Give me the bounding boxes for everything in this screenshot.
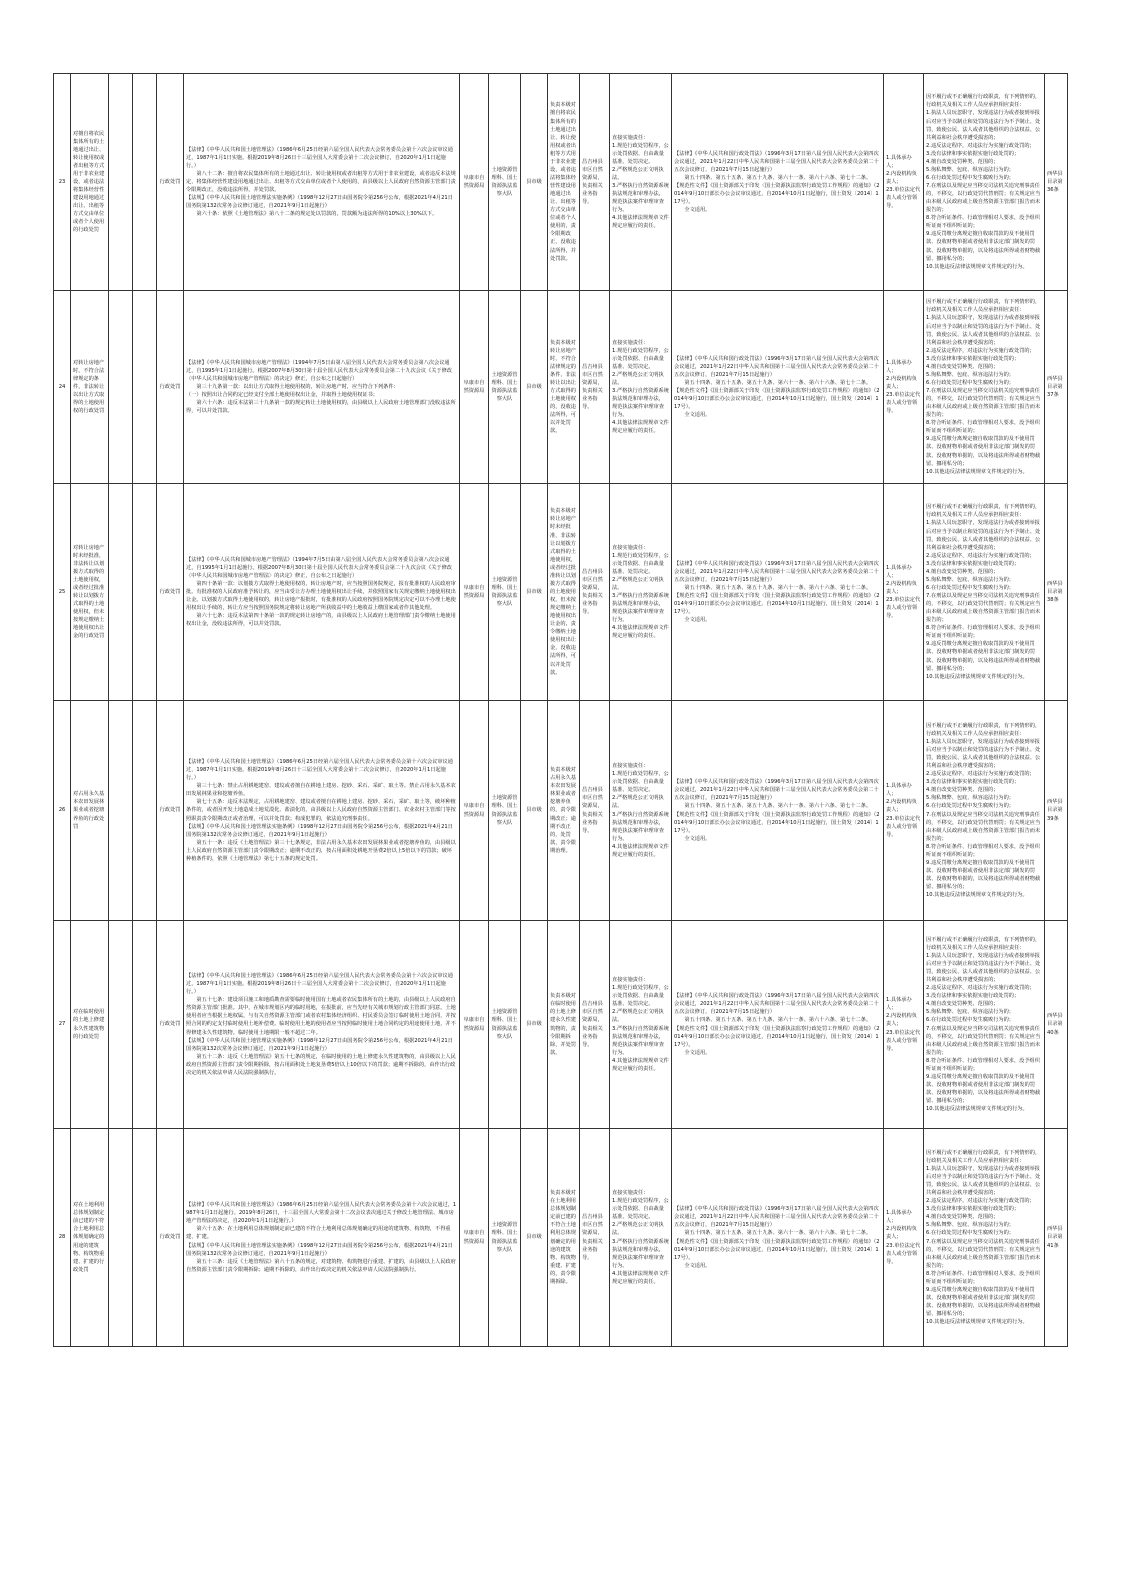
undertaking-unit: 土地资源管理科、国土资源执法监察大队	[489, 921, 521, 1129]
duty-description: 负责本级对在临时使用的土地上修建永久性建筑物的，责令限期拆除，并处罚款。	[548, 921, 580, 1129]
liability-cases: 因不履行或不正确履行行政职责，有下列情形的，行政机关及相关工作人员应承担相应责任： 1.执法人员玩忽职守，发现违法行为或者接到举报后对应当予以制止和处罚的违法行为不予制止、处罚，致使公民、法人或者其他组织的合法权益、公共利益和社会秩序遭受损害的； 2.违反法定程序，对违法行为实施行政处罚的； 3.没有法律和事实依据实施行政处罚的； 4.擅自改变处罚种类、范围的； 5.徇私舞弊、包庇、纵容违法行为的； 6.在行政处罚过程中发生腐败行为的； 7.在刑法以及规定应当移交司法机关追究刑事责任的，不移交，以行政处罚代替刑罚；有关规定应当由本级人民政府或上级自然资源主管部门报告而未报告的； 8.符合听证条件、行政管理相对人要求，没予组织听证而不组织听证的； 9.违反罚缴分离规定擅自收取罚款的及不使用罚款、没收财物单据或者使用非法定部门制发的罚款、没收财物单据的，以及将违法所得或者财物截留、挪用私分的； 10.其他违反法律法规规章文件规定的行为。	[924, 291, 1045, 484]
catalog-note: 西华县目录第40条	[1045, 921, 1068, 1129]
reference-basis: 【法律】《中华人民共和国行政处罚法》（1996年3月17日第八届全国人民代表大会第四次会议通过，2021年1月22日中华人民共和国第十三届全国人民代表大会常务委员会第二十五次会议修订，自2021年7月15日起施行） 第五十四条、第五十五条、第五十九条、第六十一条、第六十六条、第七十二条。 【规范性文件】《国土资源部关于印发〈国土资源执法监察行政处罚工作规程〉的通知》（2014年9月10日部长办公会议审议通过，自2014年10月1日起施行，国土资发〔2014〕117号）。 全文适用。	[672, 921, 884, 1129]
item-name: 对在土地利用总体规划制定前已建的不符合土地利用总体规划确定的用途的建筑物、构筑物重建、扩建的行政处罚	[71, 1129, 109, 1347]
duty-description: 负责本级对占用永久基本农田发展林果业或者挖塘养鱼的，责令限期改正；逾期不改正的，处罚款，责令限期治理。	[548, 701, 580, 921]
department: 阜康市自然资源局	[460, 74, 489, 291]
item-name: 对擅自将农民集体所有的土地通过出让、转让使用权或者出租等方式用于非农业建设，或者违法将集体经营性建设用地通过出让、出租等方式交由单位或者个人使用的行政处罚	[71, 74, 109, 291]
responsible-persons: 1.具体承办人； 2.内设机构负责人； 23.单位法定代表人或分管领导。	[884, 291, 924, 484]
implementation-duty: 直接实施责任： 1.规范行政处罚程序，公示处罚依据、自由裁量基准、处罚决定。 2.严格规范公正文明执法。 3.严格执行自然资源系统执法规范和审理办法，规范执法案件审理审查行为。 4.其他法律法规规章文件规定应履行的责任。	[610, 701, 672, 921]
power-type: 行政处罚	[157, 291, 184, 484]
exercise-level: 县市级	[521, 701, 548, 921]
power-type: 行政处罚	[157, 701, 184, 921]
legal-basis: 【法律】《中华人民共和国土地管理法》（1986年6月25日经第六届全国人民代表大会常务委员会第十六次会议审议通过，1987年1月1日实施。根据2019年8月26日十三届全国人大常委会第十二次会议修订，自2020年1月1日起施行。） 第五十七条：建设项目施工和地质勘查需要临时使用国有土地或者农民集体所有的土地的，由县级以上人民政府自然资源主管部门批准。其中，在城市规划区内的临时用地，在报批前，应当先经有关城市规划行政主管部门同意。土地使用者应当根据土地权属，与有关自然资源主管部门或者农村集体经济组织、村民委员会签订临时使用土地合同，并按照合同的约定支付临时使用土地补偿费。临时使用土地的使用者应当按照临时使用土地合同约定的用途使用土地，并不得修建永久性建筑物。临时使用土地期限一般不超过二年。 【法规】《中华人民共和国土地管理法实施条例》（1998年12月27日由国务院令第256号公布，根据2021年4月21日国务院第132次常务会议修订通过，自2021年9月1日起施行） 第五十二条：违反《土地管理法》第五十七条的规定，在临时使用的土地上修建永久性建筑物的，由县级以上人民政府自然资源主管部门责令限期拆除，按占用面积处土地复垦费5倍以上10倍以下的罚款；逾期不拆除的，由作出行政决定的机关依法申请人民法院强制执行。	[184, 921, 460, 1129]
exercise-level: 县市级	[521, 74, 548, 291]
table-row	[54, 1129, 1068, 1347]
responsible-persons: 1.具体承办人； 2.内设机构负责人； 23.单位法定代表人或分管领导。	[884, 701, 924, 921]
table-row	[54, 921, 1068, 1129]
responsible-persons: 1.具体承办人； 2.内设机构负责人； 23.单位法定代表人或分管领导。	[884, 74, 924, 291]
coordination: 昌吉州县市区自然资源局，负责相关业务指导。	[580, 701, 610, 921]
implementation-duty: 直接实施责任： 1.规范行政处罚程序，公示处罚依据、自由裁量基准、处罚决定。 2.严格规范公正文明执法。 3.严格执行自然资源系统执法规范和审理办法，规范执法案件审理审查行为。 4.其他法律法规规章文件规定应履行的责任。	[610, 484, 672, 701]
row-number: 28	[54, 1129, 71, 1347]
legal-basis: 【法律】《中华人民共和国土地管理法》（1986年6月25日经第六届全国人民代表大会常务委员会第十六次会议审议通过，1987年1月1日实施。根据2019年8月26日十三届全国人大常委会第十二次会议修订，自2020年1月1日起施行。） 第八十二条：擅自将农民集体所有的土地通过出让、转让使用权或者出租等方式用于非农业建设，或者违反本法规定，将集体经营性建设用地通过出让、出租等方式交由单位或者个人使用的，由县级以上人民政府自然资源主管部门责令限期改正，没收违法所得，并处罚款。 【法规】《中华人民共和国土地管理法实施条例》（1998年12月27日由国务院令第256号公布，根据2021年4月21日国务院第132次常务会议修订通过，自2021年9月1日起施行） 第六十条：依照《土地管理法》第八十二条的规定处以罚款的，罚款额为违法所得的10%以上30%以下。	[184, 74, 460, 291]
catalog-note: 西华县目录第38条	[1045, 484, 1068, 701]
power-type: 行政处罚	[157, 74, 184, 291]
undertaking-unit: 土地资源管理科、国土资源执法监察大队	[489, 291, 521, 484]
blank-cell	[133, 701, 157, 921]
catalog-note: 西华县目录第37条	[1045, 291, 1068, 484]
table-row	[54, 701, 1068, 921]
department: 阜康市自然资源局	[460, 484, 489, 701]
undertaking-unit: 土地资源管理科、国土资源执法监察大队	[489, 484, 521, 701]
blank-cell	[109, 74, 133, 291]
reference-basis: 【法律】《中华人民共和国行政处罚法》（1996年3月17日第八届全国人民代表大会第四次会议通过，2021年1月22日中华人民共和国第十三届全国人民代表大会常务委员会第二十五次会议修订，自2021年7月15日起施行） 第五十四条、第五十五条、第五十九条、第六十一条、第六十六条、第七十二条。 【规范性文件】《国土资源部关于印发〈国土资源执法监察行政处罚工作规程〉的通知》（2014年9月10日部长办公会议审议通过，自2014年10月1日起施行，国土资发〔2014〕117号）。 全文适用。	[672, 1129, 884, 1347]
power-type: 行政处罚	[157, 921, 184, 1129]
exercise-level: 县市级	[521, 291, 548, 484]
implementation-duty: 直接实施责任： 1.规范行政处罚程序，公示处罚依据、自由裁量基准、处罚决定。 2.严格规范公正文明执法。 3.严格执行自然资源系统执法规范和审理办法，规范执法案件审理审查行为。 4.其他法律法规规章文件规定应履行的责任。	[610, 1129, 672, 1347]
undertaking-unit: 土地资源管理科、国土资源执法监察大队	[489, 701, 521, 921]
row-number: 26	[54, 701, 71, 921]
implementation-duty: 直接实施责任： 1.规范行政处罚程序，公示处罚依据、自由裁量基准、处罚决定。 2.严格规范公正文明执法。 3.严格执行自然资源系统执法规范和审理办法，规范执法案件审理审查行为。 4.其他法律法规规章文件规定应履行的责任。	[610, 291, 672, 484]
legal-basis: 【法律】《中华人民共和国城市房地产管理法》（1994年7月5日由第八届全国人民代表大会常务委员会第八次会议通过，自1995年1月1日起施行。根据2007年8月30日第十届全国人民代表大会常务委员会第二十九次会议《关于修改〈中华人民共和国城市房地产管理法〉的决定》修正，自公布之日起施行） 第三十九条第一款：以出让方式取得土地使用权的，转让房地产时，应当符合下列条件： （一）按照出让合同约定已经支付全部土地使用权出让金，并取得土地使用权证书； 第六十六条：违反本法第三十九条第一款的规定转让土地使用权的，由县级以上人民政府土地管理部门没收违法所得，可以并处罚款。	[184, 291, 460, 484]
blank-cell	[109, 921, 133, 1129]
power-type: 行政处罚	[157, 1129, 184, 1347]
liability-cases: 因不履行或不正确履行行政职责，有下列情形的，行政机关及相关工作人员应承担相应责任： 1.执法人员玩忽职守，发现违法行为或者接到举报后对应当予以制止和处罚的违法行为不予制止、处罚，致使公民、法人或者其他组织的合法权益、公共利益和社会秩序遭受损害的； 2.违反法定程序，对违法行为实施行政处罚的； 3.没有法律和事实依据实施行政处罚的； 4.擅自改变处罚种类、范围的； 5.徇私舞弊、包庇、纵容违法行为的； 6.在行政处罚过程中发生腐败行为的； 7.在刑法以及规定应当移交司法机关追究刑事责任的，不移交，以行政处罚代替刑罚；有关规定应当由本级人民政府或上级自然资源主管部门报告而未报告的； 8.符合听证条件、行政管理相对人要求，没予组织听证而不组织听证的； 9.违反罚缴分离规定擅自收取罚款的及不使用罚款、没收财物单据或者使用非法定部门制发的罚款、没收财物单据的，以及将违法所得或者财物截留、挪用私分的； 10.其他违反法律法规规章文件规定的行为。	[924, 921, 1045, 1129]
coordination: 昌吉州县市区自然资源局，负责相关业务指导。	[580, 921, 610, 1129]
liability-cases: 因不履行或不正确履行行政职责，有下列情形的，行政机关及相关工作人员应承担相应责任： 1.执法人员玩忽职守，发现违法行为或者接到举报后对应当予以制止和处罚的违法行为不予制止、处罚，致使公民、法人或者其他组织的合法权益、公共利益和社会秩序遭受损害的； 2.违反法定程序，对违法行为实施行政处罚的； 3.没有法律和事实依据实施行政处罚的； 4.擅自改变处罚种类、范围的； 5.徇私舞弊、包庇、纵容违法行为的； 6.在行政处罚过程中发生腐败行为的； 7.在刑法以及规定应当移交司法机关追究刑事责任的，不移交，以行政处罚代替刑罚；有关规定应当由本级人民政府或上级自然资源主管部门报告而未报告的； 8.符合听证条件、行政管理相对人要求，没予组织听证而不组织听证的； 9.违反罚缴分离规定擅自收取罚款的及不使用罚款、没收财物单据或者使用非法定部门制发的罚款、没收财物单据的，以及将违法所得或者财物截留、挪用私分的； 10.其他违反法律法规规章文件规定的行为。	[924, 1129, 1045, 1347]
row-number: 23	[54, 74, 71, 291]
reference-basis: 【法律】《中华人民共和国行政处罚法》（1996年3月17日第八届全国人民代表大会第四次会议通过，2021年1月22日中华人民共和国第十三届全国人民代表大会常务委员会第二十五次会议修订，自2021年7月15日起施行） 第五十四条、第五十五条、第五十九条、第六十一条、第六十六条、第七十二条。 【规范性文件】《国土资源部关于印发〈国土资源执法监察行政处罚工作规程〉的通知》（2014年9月10日部长办公会议审议通过，自2014年10月1日起施行，国土资发〔2014〕117号）。 全文适用。	[672, 74, 884, 291]
table-row	[54, 484, 1068, 701]
exercise-level: 县市级	[521, 484, 548, 701]
table-row	[54, 291, 1068, 484]
coordination: 昌吉州县市区自然资源局，负责相关业务指导。	[580, 1129, 610, 1347]
blank-cell	[133, 1129, 157, 1347]
blank-cell	[109, 484, 133, 701]
department: 阜康市自然资源局	[460, 701, 489, 921]
reference-basis: 【法律】《中华人民共和国行政处罚法》（1996年3月17日第八届全国人民代表大会第四次会议通过，2021年1月22日中华人民共和国第十三届全国人民代表大会常务委员会第二十五次会议修订，自2021年7月15日起施行） 第五十四条、第五十五条、第五十九条、第六十一条、第六十六条、第七十二条。 【规范性文件】《国土资源部关于印发〈国土资源执法监察行政处罚工作规程〉的通知》（2014年9月10日部长办公会议审议通过，自2014年10月1日起施行，国土资发〔2014〕117号）。 全文适用。	[672, 484, 884, 701]
item-name: 对转让房地产时，不符合法律规定的条件，非法转让以出让方式取得的土地使用权的行政处罚	[71, 291, 109, 484]
duty-description: 负责本级对转让房地产时未经批准，非法转让以划拨方式取得的土地使用权，或者经过批准转让以划拨方式取得的土地使用权，但未按规定缴纳土地使用权出让金的，责令缴纳土地使用权出让金，没收违法所得，可以并处罚款。	[548, 484, 580, 701]
responsibility-table	[53, 73, 1068, 1347]
undertaking-unit: 土地资源管理科、国土资源执法监察大队	[489, 1129, 521, 1347]
reference-basis: 【法律】《中华人民共和国行政处罚法》（1996年3月17日第八届全国人民代表大会第四次会议通过，2021年1月22日中华人民共和国第十三届全国人民代表大会常务委员会第二十五次会议修订，自2021年7月15日起施行） 第五十四条、第五十五条、第五十九条、第六十一条、第六十六条、第七十二条。 【规范性文件】《国土资源部关于印发〈国土资源执法监察行政处罚工作规程〉的通知》（2014年9月10日部长办公会议审议通过，自2014年10月1日起施行，国土资发〔2014〕117号）。 全文适用。	[672, 701, 884, 921]
blank-cell	[133, 291, 157, 484]
department: 阜康市自然资源局	[460, 291, 489, 484]
coordination: 昌吉州县市区自然资源局，负责相关业务指导。	[580, 74, 610, 291]
legal-basis: 【法律】《中华人民共和国土地管理法》（1986年6月25日经第六届全国人民代表大会常务委员会第十六次会议审议通过，1987年1月1日实施。根据2019年8月26日十三届全国人大常委会第十二次会议修订，自2020年1月1日起施行。） 第三十七条：禁止占用耕地建窑、建坟或者擅自在耕地上建房、挖砂、采石、采矿、取土等。禁止占用永久基本农田发展林果业和挖塘养鱼。 第七十五条：违反本法规定，占用耕地建窑、建坟或者擅自在耕地上建房、挖砂、采石、采矿、取土等，破坏种植条件的，或者因开发土地造成土地荒漠化、盐渍化的，由县级以上人民政府自然资源主管部门、农业农村主管部门等按照职责责令限期改正或者治理，可以并处罚款；构成犯罪的，依法追究刑事责任。 【法规】《中华人民共和国土地管理法实施条例》（1998年12月27日由国务院令第256号公布，根据2021年4月21日国务院第132次常务会议修订通过，自2021年9月1日起施行） 第五十一条：违反《土地管理法》第三十七条规定，非法占用永久基本农田发展林果业或者挖塘养鱼的，由县级以上人民政府自然资源主管部门责令限期改正；逾期不改正的，按占用面积处耕地开垦费2倍以上5倍以下的罚款；破坏种植条件的，依照《土地管理法》第七十五条的规定处罚。	[184, 701, 460, 921]
row-number: 27	[54, 921, 71, 1129]
implementation-duty: 直接实施责任： 1.规范行政处罚程序，公示处罚依据、自由裁量基准、处罚决定。 2.严格规范公正文明执法。 3.严格执行自然资源系统执法规范和审理办法，规范执法案件审理审查行为。 4.其他法律法规规章文件规定应履行的责任。	[610, 74, 672, 291]
liability-cases: 因不履行或不正确履行行政职责，有下列情形的，行政机关及相关工作人员应承担相应责任： 1.执法人员玩忽职守，发现违法行为或者接到举报后对应当予以制止和处罚的违法行为不予制止、处罚，致使公民、法人或者其他组织的合法权益、公共利益和社会秩序遭受损害的； 2.违反法定程序，对违法行为实施行政处罚的； 3.没有法律和事实依据实施行政处罚的； 4.擅自改变处罚种类、范围的； 5.徇私舞弊、包庇、纵容违法行为的； 6.在行政处罚过程中发生腐败行为的； 7.在刑法以及规定应当移交司法机关追究刑事责任的，不移交，以行政处罚代替刑罚；有关规定应当由本级人民政府或上级自然资源主管部门报告而未报告的； 8.符合听证条件、行政管理相对人要求，没予组织听证而不组织听证的； 9.违反罚缴分离规定擅自收取罚款的及不使用罚款、没收财物单据或者使用非法定部门制发的罚款、没收财物单据的，以及将违法所得或者财物截留、挪用私分的； 10.其他违反法律法规规章文件规定的行为。	[924, 74, 1045, 291]
responsible-persons: 1.具体承办人； 2.内设机构负责人； 23.单位法定代表人或分管领导。	[884, 921, 924, 1129]
exercise-level: 县市级	[521, 1129, 548, 1347]
blank-cell	[133, 921, 157, 1129]
responsible-persons: 1.具体承办人； 2.内设机构负责人； 23.单位法定代表人或分管领导。	[884, 484, 924, 701]
liability-cases: 因不履行或不正确履行行政职责，有下列情形的，行政机关及相关工作人员应承担相应责任： 1.执法人员玩忽职守，发现违法行为或者接到举报后对应当予以制止和处罚的违法行为不予制止、处罚，致使公民、法人或者其他组织的合法权益、公共利益和社会秩序遭受损害的； 2.违反法定程序，对违法行为实施行政处罚的； 3.没有法律和事实依据实施行政处罚的； 4.擅自改变处罚种类、范围的； 5.徇私舞弊、包庇、纵容违法行为的； 6.在行政处罚过程中发生腐败行为的； 7.在刑法以及规定应当移交司法机关追究刑事责任的，不移交，以行政处罚代替刑罚；有关规定应当由本级人民政府或上级自然资源主管部门报告而未报告的； 8.符合听证条件、行政管理相对人要求，没予组织听证而不组织听证的； 9.违反罚缴分离规定擅自收取罚款的及不使用罚款、没收财物单据或者使用非法定部门制发的罚款、没收财物单据的，以及将违法所得或者财物截留、挪用私分的； 10.其他违反法律法规规章文件规定的行为。	[924, 701, 1045, 921]
legal-basis: 【法律】《中华人民共和国城市房地产管理法》（1994年7月5日由第八届全国人民代表大会常务委员会第八次会议通过，自1995年1月1日起施行。根据2007年8月30日第十届全国人民代表大会常务委员会第二十九次会议《关于修改〈中华人民共和国城市房地产管理法〉的决定》修正，自公布之日起施行） 第四十条第一款：以划拨方式取得土地使用权的，转让房地产时，应当按照国务院规定，报有批准权的人民政府审批。有批准权的人民政府准予转让的，应当由受让方办理土地使用权出让手续，并依照国家有关规定缴纳土地使用权出让金。以划拨方式取得土地使用权的，转让房地产报批时，有批准权的人民政府按照国务院规定决定可以不办理土地使用权出让手续的，转让方应当按照国务院规定将转让房地产所获收益中的土地收益上缴国家或者作其他处理。 第六十七条：违反本法第四十条第一款的规定转让房地产的，由县级以上人民政府土地管理部门责令缴纳土地使用权出让金，没收违法所得，可以并处罚款。	[184, 484, 460, 701]
implementation-duty: 直接实施责任： 1.规范行政处罚程序，公示处罚依据、自由裁量基准、处罚决定。 2.严格规范公正文明执法。 3.严格执行自然资源系统执法规范和审理办法，规范执法案件审理审查行为。 4.其他法律法规规章文件规定应履行的责任。	[610, 921, 672, 1129]
legal-basis: 【法律】《中华人民共和国土地管理法》（1986年6月25日经第六届全国人民代表大会常务委员会第十六次会议通过，1987年1月1日起施行。2019年8月26日，十三届全国人大常委会第十二次会议表决通过关于修改土地管理法、城市房地产管理法的决定，自2020年1月1日起施行。） 第六十五条：在土地利用总体规划制定前已建的不符合土地利用总体规划确定的用途的建筑物、构筑物，不得重建、扩建。 【法规】《中华人民共和国土地管理法实施条例》（1998年12月27日由国务院令第256号公布，根据2021年4月21日国务院第132次常务会议修订通过，自2021年9月1日起施行） 第五十三条：违反《土地管理法》第六十五条的规定，对建筑物、构筑物进行重建、扩建的，由县级以上人民政府自然资源主管部门责令限期拆除；逾期不拆除的，由作出行政决定的机关依法申请人民法院强制执行。	[184, 1129, 460, 1347]
table-row	[54, 74, 1068, 291]
power-type: 行政处罚	[157, 484, 184, 701]
blank-cell	[109, 1129, 133, 1347]
duty-description: 负责本级对转让房地产时，不符合法律规定的条件，非法转让以出让方式取得的土地使用权的，没收违法所得，可以并处罚款。	[548, 291, 580, 484]
catalog-note: 西华县目录第36条	[1045, 74, 1068, 291]
item-name: 对在临时使用的土地上修建永久性建筑物的行政处罚	[71, 921, 109, 1129]
row-number: 24	[54, 291, 71, 484]
blank-cell	[133, 484, 157, 701]
coordination: 昌吉州县市区自然资源局，负责相关业务指导。	[580, 484, 610, 701]
responsible-persons: 1.具体承办人； 2.内设机构负责人； 23.单位法定代表人或分管领导。	[884, 1129, 924, 1347]
reference-basis: 【法律】《中华人民共和国行政处罚法》（1996年3月17日第八届全国人民代表大会第四次会议通过，2021年1月22日中华人民共和国第十三届全国人民代表大会常务委员会第二十五次会议修订，自2021年7月15日起施行） 第五十四条、第五十五条、第五十九条、第六十一条、第六十六条、第七十二条。 【规范性文件】《国土资源部关于印发〈国土资源执法监察行政处罚工作规程〉的通知》（2014年9月10日部长办公会议审议通过，自2014年10月1日起施行，国土资发〔2014〕117号）。 全文适用。	[672, 291, 884, 484]
liability-cases: 因不履行或不正确履行行政职责，有下列情形的，行政机关及相关工作人员应承担相应责任： 1.执法人员玩忽职守，发现违法行为或者接到举报后对应当予以制止和处罚的违法行为不予制止、处罚，致使公民、法人或者其他组织的合法权益、公共利益和社会秩序遭受损害的； 2.违反法定程序，对违法行为实施行政处罚的； 3.没有法律和事实依据实施行政处罚的； 4.擅自改变处罚种类、范围的； 5.徇私舞弊、包庇、纵容违法行为的； 6.在行政处罚过程中发生腐败行为的； 7.在刑法以及规定应当移交司法机关追究刑事责任的，不移交，以行政处罚代替刑罚；有关规定应当由本级人民政府或上级自然资源主管部门报告而未报告的； 8.符合听证条件、行政管理相对人要求，没予组织听证而不组织听证的； 9.违反罚缴分离规定擅自收取罚款的及不使用罚款、没收财物单据或者使用非法定部门制发的罚款、没收财物单据的，以及将违法所得或者财物截留、挪用私分的； 10.其他违反法律法规规章文件规定的行为。	[924, 484, 1045, 701]
undertaking-unit: 土地资源管理科、国土资源执法监察大队	[489, 74, 521, 291]
catalog-note: 西华县目录第41条	[1045, 1129, 1068, 1347]
item-name: 对占用永久基本农田发展林果业或者挖塘养鱼的行政处罚	[71, 701, 109, 921]
coordination: 昌吉州县市区自然资源局，负责相关业务指导。	[580, 291, 610, 484]
duty-description: 负责本级对擅自将农民集体所有的土地通过出让、转让使用权或者出租等方式用于非农业建设，或者违法将集体经营性建设用地通过出让、出租等方式交由单位或者个人使用的，责令限期改正，没收违法所得，并处罚款。	[548, 74, 580, 291]
exercise-level: 县市级	[521, 921, 548, 1129]
department: 阜康市自然资源局	[460, 1129, 489, 1347]
blank-cell	[109, 291, 133, 484]
row-number: 25	[54, 484, 71, 701]
department: 阜康市自然资源局	[460, 921, 489, 1129]
blank-cell	[109, 701, 133, 921]
item-name: 对转让房地产时未经批准，非法转让以划拨方式取得的土地使用权，或者经过批准转让以划拨方式取得的土地使用权，但未按规定缴纳土地使用权出让金的行政处罚	[71, 484, 109, 701]
blank-cell	[133, 74, 157, 291]
catalog-note: 西华县目录第39条	[1045, 701, 1068, 921]
duty-description: 负责本级对在土地利用总体规划制定前已建的不符合土地利用总体规划确定的用途的建筑物、构筑物重建、扩建的，责令限期拆除。	[548, 1129, 580, 1347]
